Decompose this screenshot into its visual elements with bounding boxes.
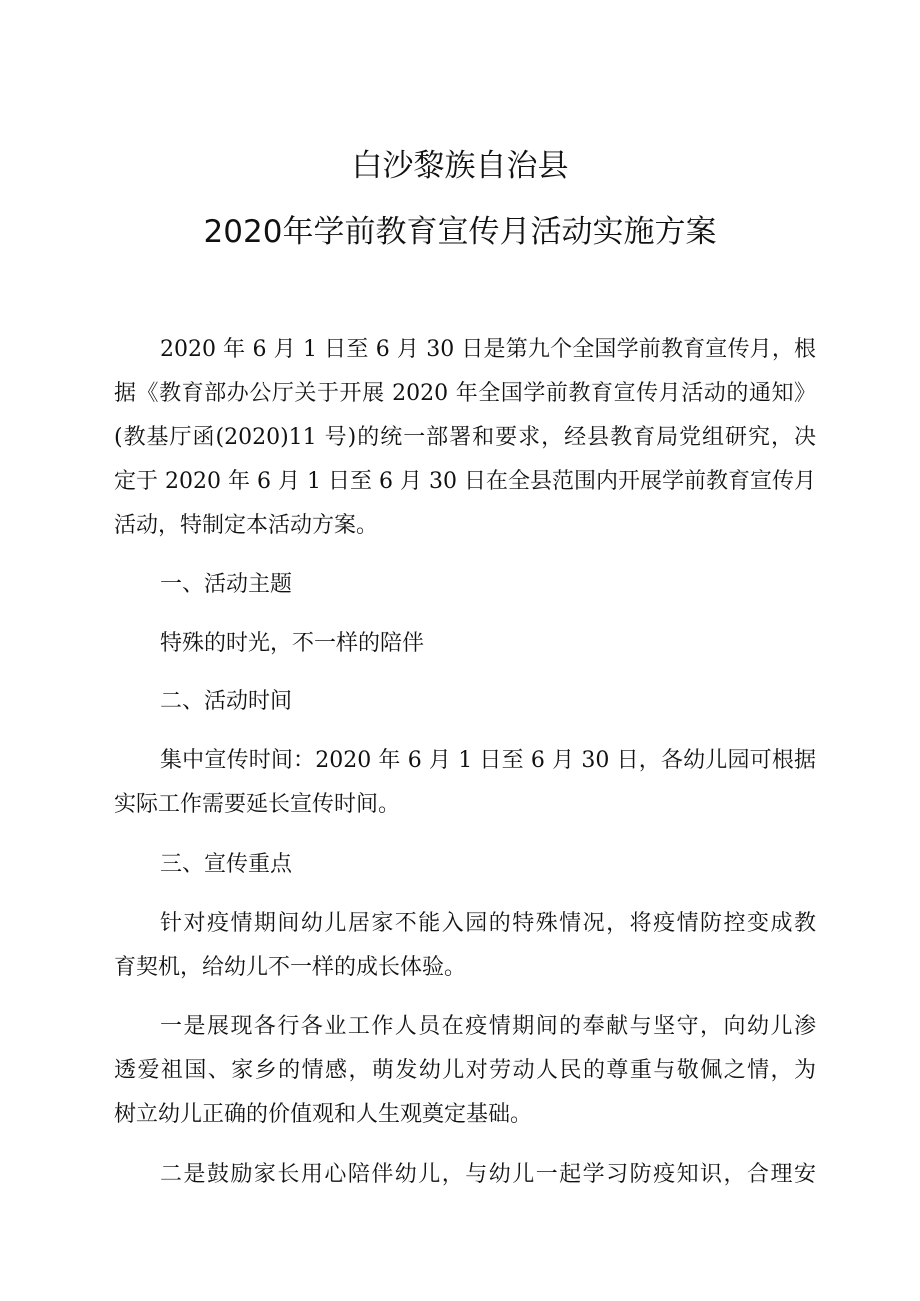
document-title-line-1: 白沙黎族自治县 <box>351 148 569 184</box>
paragraph-line: 实际工作需要延长宣传时间。 <box>114 792 401 817</box>
section-3-paragraph-3 <box>114 1153 816 1197</box>
paragraph-line: (教基厅函(2020)11 号)的统一部署和要求，经县教育局党组研究，决 <box>114 425 816 450</box>
paragraph-line: 针对疫情期间幼儿居家不能入园的特殊情况，将疫情防控变成教 <box>160 911 816 936</box>
section-1-body: 特殊的时光，不一样的陪伴 <box>160 631 425 656</box>
section-2-paragraph <box>114 739 816 827</box>
paragraph-line: 育契机，给幼儿不一样的成长体验。 <box>114 955 467 980</box>
intro-paragraph <box>114 328 816 548</box>
paragraph-line: 二是鼓励家长用心陪伴幼儿，与幼儿一起学习防疫知识，合理安 <box>160 1162 816 1187</box>
paragraph-line: 一是展现各行各业工作人员在疫情期间的奉献与坚守，向幼儿渗 <box>160 1014 816 1039</box>
document-title-line-2: 2020年学前教育宣传月活动实施方案 <box>203 214 717 250</box>
paragraph-line: 树立幼儿正确的价值观和人生观奠定基础。 <box>114 1102 533 1127</box>
paragraph-line: 2020 年 6 月 1 日至 6 月 30 日是第九个全国学前教育宣传月，根 <box>160 337 816 362</box>
paragraph-line: 据《教育部办公厅关于开展 2020 年全国学前教育宣传月活动的通知》 <box>114 381 816 406</box>
section-3-heading: 三、宣传重点 <box>160 852 293 877</box>
paragraph-line: 定于 2020 年 6 月 1 日至 6 月 30 日在全县范围内开展学前教育宣传月 <box>114 469 816 494</box>
section-2-heading: 二、活动时间 <box>160 689 293 714</box>
paragraph-line: 活动，特制定本活动方案。 <box>114 513 379 538</box>
section-3-paragraph-2 <box>114 1005 816 1137</box>
paragraph-line: 集中宣传时间：2020 年 6 月 1 日至 6 月 30 日，各幼儿园可根据 <box>160 748 816 773</box>
section-3-paragraph-1 <box>114 902 816 990</box>
paragraph-line: 透爱祖国、家乡的情感，萌发幼儿对劳动人民的尊重与敬佩之情，为 <box>114 1058 816 1083</box>
section-1-heading: 一、活动主题 <box>160 572 293 597</box>
